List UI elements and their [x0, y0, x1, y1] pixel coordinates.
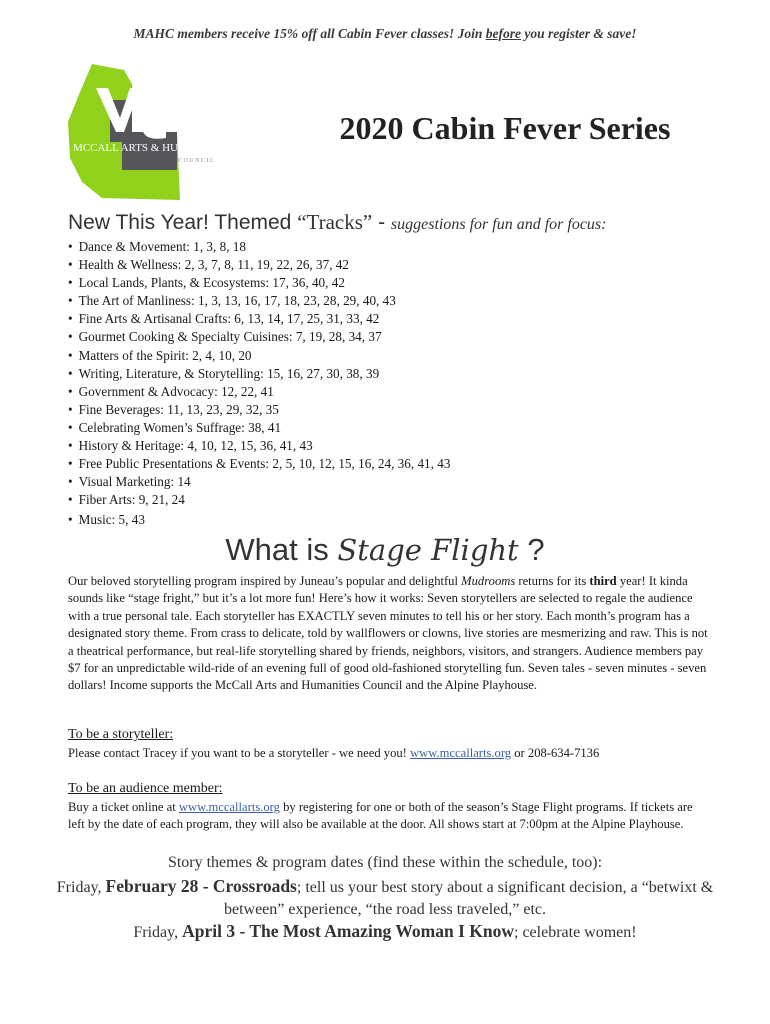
list-item: • Matters of the Spirit: 2, 4, 10, 20 — [68, 347, 450, 365]
list-item: • Health & Wellness: 2, 3, 7, 8, 11, 19, 22, 26, 37, 42 — [68, 256, 450, 274]
list-item: • Visual Marketing: 14 — [68, 473, 450, 491]
before-emphasis: before — [485, 26, 521, 41]
theme-amazing-woman: Friday, April 3 - The Most Amazing Woman I Know; celebrate women! — [133, 921, 637, 941]
mccallarts-link[interactable]: www.mccallarts.org — [410, 746, 512, 760]
stage-flight-description: Our beloved storytelling program inspired by Juneau’s popular and delightful Mudrooms returns for its third year! It kinda sounds like “stage fright,” but it’s a lot more fun! Here’s how it works: Seven storytellers are selected to regale the audience with a true personal tale. Each storyteller has EXACTLY seven minutes to tell his or her story. Each month’s program has a designated story theme. From crass to delicate, told by wallflowers or clowns, live stories are mesmerizing and raw. This is not a theatrical performance, but real-life storytelling shared by friends, neighbors, visitors, and strangers. Audience members pay $7 for an unpredictable wild-ride of an evening full of good old-fashioned storytelling fun. Seven tales - seven minutes - seven dollars! Income supports the McCall Arts and Humanities Council and the Alpine Playhouse. — [68, 574, 708, 693]
list-item: • Local Lands, Plants, & Ecosystems: 17, 36, 40, 42 — [68, 274, 450, 292]
tracks-heading: New This Year! Themed “Tracks” - suggestions for fun and for focus: — [68, 210, 607, 234]
list-item: • Dance & Movement: 1, 3, 8, 18 — [68, 238, 450, 256]
list-item: • Fine Arts & Artisanal Crafts: 6, 13, 14, 17, 25, 31, 33, 42 — [68, 310, 450, 328]
list-item: • The Art of Manliness: 1, 3, 13, 16, 17, 18, 23, 28, 29, 40, 43 — [68, 292, 450, 310]
storyteller-heading: To be a storyteller: — [68, 727, 174, 742]
logo-t-mark — [142, 92, 166, 139]
list-item: • Fiber Arts: 9, 21, 24 — [68, 491, 450, 509]
logo-council-text: C O U N C I L — [178, 158, 214, 164]
list-item: • Gourmet Cooking & Specialty Cuisines: 7, 19, 28, 34, 37 — [68, 328, 450, 346]
list-item: • Government & Advocacy: 12, 22, 41 — [68, 383, 450, 401]
list-item: • Free Public Presentations & Events: 2, 5, 10, 12, 15, 16, 24, 36, 41, 43 — [68, 455, 450, 473]
list-item: • Writing, Literature, & Storytelling: 15, 16, 27, 30, 38, 39 — [68, 365, 450, 383]
storyteller-text: Please contact Tracey if you want to be a storyteller - we need you! www.mccallarts.org or 208-634-7136 — [68, 746, 600, 760]
themes-intro: Story themes & program dates (find these within the schedule, too): — [167, 854, 603, 871]
mahc-logo — [62, 62, 262, 202]
list-item: • Music: 5, 43 — [68, 511, 450, 529]
membership-banner: MAHC members receive 15% off all Cabin Fever classes! Join before you register & save! — [133, 26, 637, 41]
mccallarts-link[interactable]: www.mccallarts.org — [178, 800, 280, 814]
theme-crossroads: Friday, February 28 - Crossroads; tell us your best story about a significant decision, a “betwixt & between” experience, “the road less traveled,” etc. — [56, 876, 714, 918]
audience-heading: To be an audience member: — [68, 781, 223, 796]
tracks-list — [68, 238, 450, 530]
list-item: • Fine Beverages: 11, 13, 23, 29, 32, 35 — [68, 401, 450, 419]
page-title: 2020 Cabin Fever Series — [339, 110, 671, 146]
audience-text: Buy a ticket online at www.mccallarts.org by registering for one or both of the season’s Stage Flight programs. If tickets are left by the date of each program, they will also be available at the door. All shows start at 7:00pm at the Alpine Playhouse. — [68, 800, 693, 832]
list-item: • History & Heritage: 4, 10, 12, 15, 36, 41, 43 — [68, 437, 450, 455]
stage-flight-heading: What is Stage Flight ? — [225, 532, 545, 567]
logo-text: MCCALL ARTS & HUMANITIES — [73, 142, 231, 154]
list-item: • Celebrating Women’s Suffrage: 38, 41 — [68, 419, 450, 437]
